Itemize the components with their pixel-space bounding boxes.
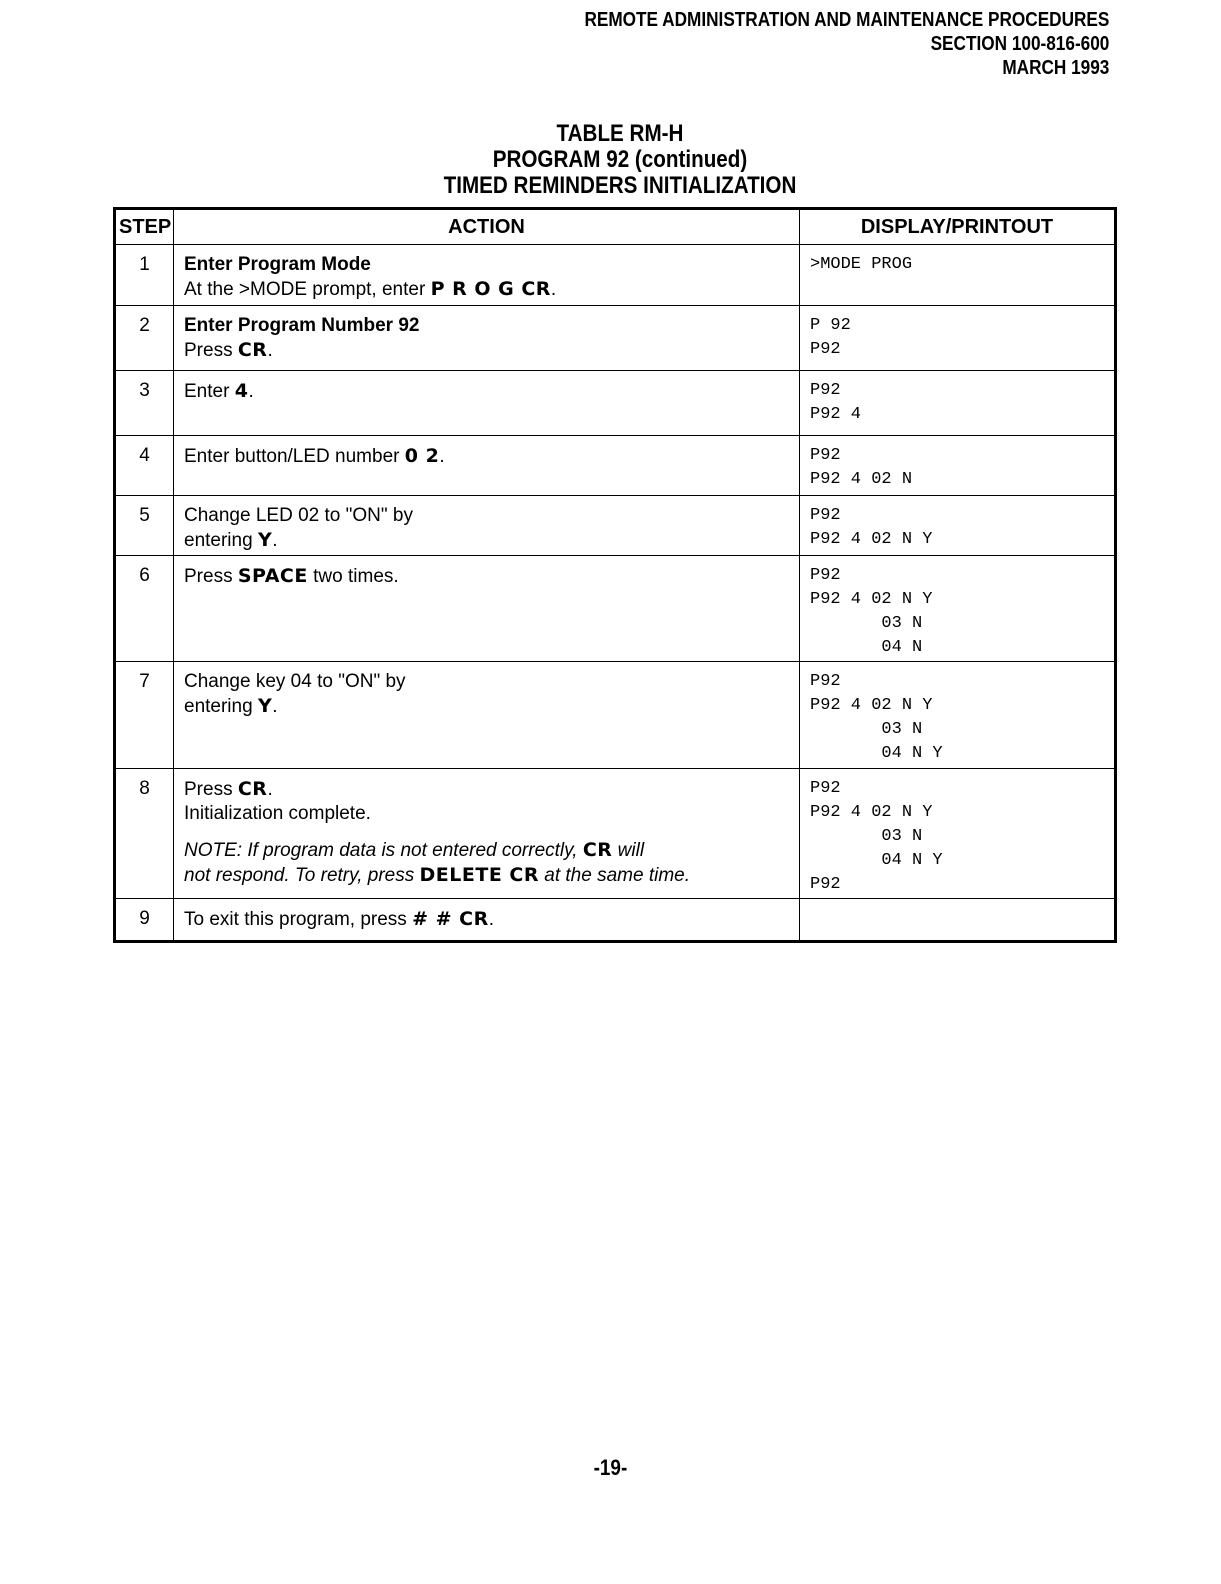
- action-line: [184, 777, 789, 802]
- note-text: not respond. To retry, press: [184, 865, 415, 886]
- display-line: P92 4 02 N Y: [810, 696, 933, 715]
- page-number: -19-: [593, 1455, 628, 1480]
- display-cell: [800, 306, 1116, 371]
- table-row: [115, 769, 1116, 899]
- action-title: Enter Program Mode: [184, 254, 371, 275]
- note-text: at the same time.: [544, 865, 690, 886]
- display-line: 03 N: [810, 720, 923, 739]
- header-section: SECTION 100-816-600: [930, 33, 1109, 55]
- display-line: P92 4 02 N Y: [810, 590, 933, 609]
- display-line: 04 N: [810, 638, 923, 657]
- action-end: .: [267, 779, 273, 800]
- display-cell: [800, 371, 1116, 436]
- display-line: P92 4 02 N: [810, 470, 913, 489]
- display-cell: [800, 496, 1116, 556]
- step-number: 2: [115, 306, 174, 371]
- key-sequence: CR: [237, 339, 268, 361]
- display-line: 03 N: [810, 827, 923, 846]
- table-row: [115, 662, 1116, 769]
- step-number: 3: [115, 371, 174, 436]
- action-text: At the >MODE prompt, enter: [184, 279, 426, 300]
- action-line: Initialization complete.: [184, 803, 371, 824]
- header-title: REMOTE ADMINISTRATION AND MAINTENANCE PROCEDURES: [584, 9, 1109, 31]
- display-line: P 92: [810, 316, 851, 335]
- step-number: 6: [115, 556, 174, 662]
- action-line: [184, 379, 789, 404]
- display-cell: [800, 899, 1116, 942]
- action-end: .: [550, 279, 557, 300]
- key-sequence: Y: [257, 695, 273, 717]
- step-number: 4: [115, 436, 174, 496]
- action-title: Enter Program Number 92: [184, 315, 420, 336]
- key-sequence: Y: [257, 529, 273, 551]
- action-end: two times.: [313, 566, 399, 587]
- display-line: P92: [810, 381, 841, 400]
- action-cell: [174, 899, 800, 942]
- note-text: NOTE: If program data is not entered correctly,: [184, 840, 578, 861]
- action-cell: [174, 496, 800, 556]
- display-line: P92 4: [810, 405, 862, 424]
- program-name: PROGRAM 92 (continued): [492, 146, 748, 173]
- step-number: 1: [115, 245, 174, 306]
- display-line: 04 N Y: [810, 744, 943, 763]
- display-cell: [800, 245, 1116, 306]
- action-line: [184, 444, 789, 469]
- action-end: .: [488, 909, 495, 930]
- action-line: [184, 277, 789, 302]
- display-line: 04 N Y: [810, 851, 943, 870]
- action-text: Enter: [184, 381, 230, 402]
- note: [184, 838, 789, 888]
- table-row: [115, 436, 1116, 496]
- table-row: [115, 245, 1116, 306]
- key-sequence: CR: [582, 839, 613, 861]
- action-text: Press: [184, 340, 233, 361]
- display-line: P92: [810, 506, 841, 525]
- action-end: .: [267, 340, 273, 361]
- column-header-step: STEP: [115, 209, 174, 245]
- display-line: >MODE PROG: [810, 255, 913, 274]
- step-number: 8: [115, 769, 174, 899]
- key-sequence: # # CR: [412, 908, 489, 930]
- action-text: entering: [184, 530, 253, 551]
- action-cell: [174, 769, 800, 899]
- action-end: .: [439, 446, 445, 467]
- action-line: [184, 528, 789, 553]
- display-line: P92 4 02 N Y: [810, 803, 933, 822]
- table-id: TABLE RM-H: [556, 120, 684, 147]
- display-line: P92: [810, 875, 841, 894]
- note-text: will: [617, 840, 645, 861]
- procedure-table: [113, 207, 1117, 943]
- table-header-row: [115, 209, 1116, 245]
- action-text: Enter button/LED number: [184, 446, 400, 467]
- action-cell: [174, 436, 800, 496]
- action-text: Press: [184, 779, 233, 800]
- header-date: MARCH 1993: [1001, 57, 1109, 79]
- action-line: [184, 338, 789, 363]
- action-line: Change key 04 to "ON" by: [184, 671, 406, 692]
- table-row: [115, 306, 1116, 371]
- action-cell: [174, 556, 800, 662]
- display-line: P92: [810, 566, 841, 585]
- key-sequence: SPACE: [237, 565, 308, 587]
- table-title: [87, 121, 1153, 199]
- table-row: [115, 496, 1116, 556]
- key-sequence: CR: [237, 778, 268, 800]
- action-line: [184, 907, 789, 932]
- table-row: [115, 371, 1116, 436]
- action-cell: [174, 306, 800, 371]
- action-line: [184, 694, 789, 719]
- table-subtitle: TIMED REMINDERS INITIALIZATION: [443, 172, 797, 199]
- display-line: P92: [810, 672, 841, 691]
- display-cell: [800, 436, 1116, 496]
- display-line: P92: [810, 779, 841, 798]
- display-cell: [800, 662, 1116, 769]
- step-number: 5: [115, 496, 174, 556]
- action-line: [184, 564, 789, 589]
- action-cell: [174, 662, 800, 769]
- key-sequence: P R O G CR: [430, 278, 551, 300]
- step-number: 7: [115, 662, 174, 769]
- page-header: [584, 8, 1109, 80]
- action-text: To exit this program, press: [184, 909, 407, 930]
- table-row: [115, 556, 1116, 662]
- display-line: P92: [810, 340, 841, 359]
- key-sequence: 4: [234, 380, 249, 402]
- action-text: entering: [184, 696, 253, 717]
- column-header-action: ACTION: [174, 209, 800, 245]
- action-end: .: [248, 381, 254, 402]
- action-text: Press: [184, 566, 233, 587]
- column-header-display: DISPLAY/PRINTOUT: [800, 209, 1116, 245]
- step-number: 9: [115, 899, 174, 942]
- action-line: Change LED 02 to "ON" by: [184, 505, 413, 526]
- key-sequence: DELETE CR: [419, 864, 539, 886]
- key-sequence: 0 2: [404, 445, 440, 467]
- display-cell: [800, 769, 1116, 899]
- action-cell: [174, 245, 800, 306]
- action-end: .: [272, 530, 278, 551]
- display-line: P92 4 02 N Y: [810, 530, 933, 549]
- table-row: [115, 899, 1116, 942]
- display-line: 03 N: [810, 614, 923, 633]
- display-line: P92: [810, 446, 841, 465]
- display-cell: [800, 556, 1116, 662]
- action-end: .: [272, 696, 278, 717]
- action-cell: [174, 371, 800, 436]
